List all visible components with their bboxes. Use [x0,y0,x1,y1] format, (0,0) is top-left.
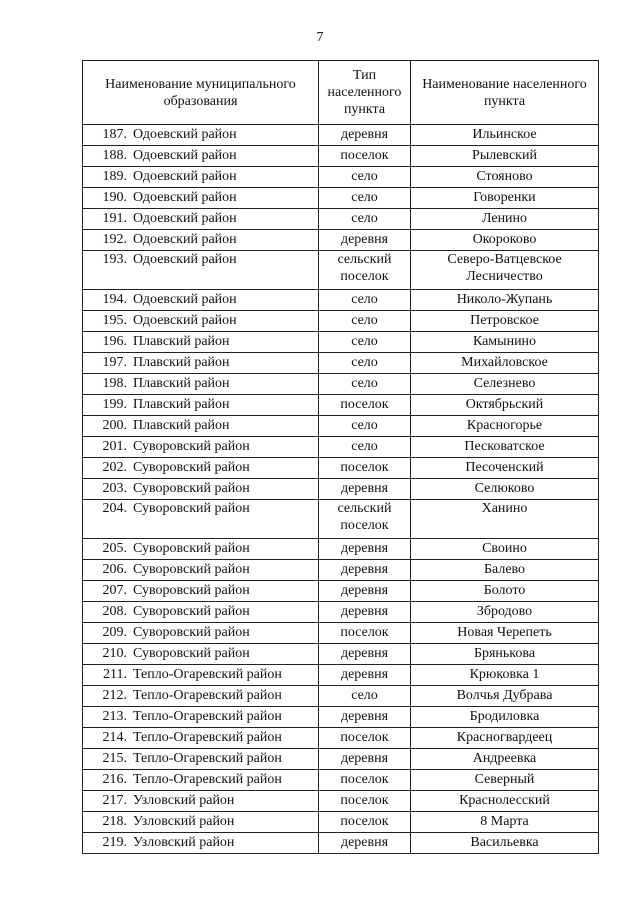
table-row [83,479,599,500]
cell-municipality [83,602,319,623]
cell-municipality [83,728,319,749]
municipality-name: Одоевский район [133,292,237,307]
cell-municipality [83,749,319,770]
municipality-name: Суворовский район [133,460,250,475]
cell-municipality [83,251,319,290]
cell-settlement-type: поселок [319,812,411,833]
municipality-name: Плавский район [133,418,230,433]
cell-settlement-name: Крюковка 1 [411,665,599,686]
row-number: 193. [102,252,127,267]
table-row [83,812,599,833]
municipality-name: Плавский район [133,397,230,412]
cell-settlement-name: Бродиловка [411,707,599,728]
row-number: 187. [102,127,127,142]
table-row [83,644,599,665]
row-number: 213. [102,709,127,724]
cell-settlement-type: деревня [319,707,411,728]
cell-settlement-type: деревня [319,581,411,602]
cell-settlement-type: деревня [319,125,411,146]
cell-municipality [83,623,319,644]
cell-settlement-name: Рылевский [411,146,599,167]
table-row [83,311,599,332]
cell-settlement-name: Песковатское [411,437,599,458]
table-row [83,581,599,602]
municipality-name: Суворовский район [133,604,250,619]
cell-municipality [83,374,319,395]
cell-settlement-name: Северо-Ватцевское Лесничество [411,251,599,290]
table-header [83,61,599,125]
cell-settlement-name: Михайловское [411,353,599,374]
table-row [83,416,599,437]
cell-settlement-name: 8 Марта [411,812,599,833]
table-row [83,395,599,416]
row-number: 214. [102,730,127,745]
cell-settlement-name: Васильевка [411,833,599,854]
row-number: 218. [102,814,127,829]
row-number: 200. [102,418,127,433]
municipality-name: Тепло-Огаревский район [133,688,282,703]
row-number: 191. [102,211,127,226]
row-number: 208. [102,604,127,619]
table-row [83,437,599,458]
municipality-name: Суворовский район [133,562,250,577]
cell-settlement-type: поселок [319,623,411,644]
cell-municipality [83,770,319,791]
cell-settlement-name: Волчья Дубрава [411,686,599,707]
cell-settlement-name: Николо-Жупань [411,290,599,311]
cell-settlement-type: село [319,437,411,458]
cell-settlement-type: деревня [319,644,411,665]
cell-settlement-type: село [319,290,411,311]
cell-settlement-type: деревня [319,539,411,560]
cell-settlement-type: поселок [319,395,411,416]
cell-settlement-name: Окороково [411,230,599,251]
row-number: 204. [102,501,127,516]
municipality-name: Одоевский район [133,148,237,163]
cell-settlement-type: село [319,374,411,395]
table-row [83,458,599,479]
cell-municipality [83,230,319,251]
cell-municipality [83,500,319,539]
cell-municipality [83,290,319,311]
header-municipality: Наименование муниципального образования [83,61,319,125]
municipality-name: Суворовский район [133,439,250,454]
table-row [83,209,599,230]
cell-municipality [83,437,319,458]
row-number: 212. [102,688,127,703]
cell-settlement-name: Новая Черепеть [411,623,599,644]
row-number: 201. [102,439,127,454]
table-row [83,125,599,146]
cell-municipality [83,416,319,437]
municipality-name: Плавский район [133,334,230,349]
header-settlement-type: Тип населенного пункта [319,61,411,125]
table-row [83,230,599,251]
cell-municipality [83,395,319,416]
row-number: 194. [102,292,127,307]
municipality-name: Суворовский район [133,646,250,661]
cell-settlement-name: Селезнево [411,374,599,395]
table-row [83,665,599,686]
row-number: 197. [102,355,127,370]
cell-settlement-name: Краснолесский [411,791,599,812]
row-number: 206. [102,562,127,577]
cell-settlement-type: поселок [319,146,411,167]
table-row [83,728,599,749]
cell-settlement-type: поселок [319,791,411,812]
cell-settlement-type: деревня [319,479,411,500]
cell-municipality [83,458,319,479]
cell-settlement-type: село [319,167,411,188]
row-number: 219. [102,835,127,850]
cell-municipality [83,353,319,374]
row-number: 199. [102,397,127,412]
settlements-table [82,60,599,854]
table-row [83,833,599,854]
cell-municipality [83,332,319,353]
table-row [83,374,599,395]
cell-settlement-name: Северный [411,770,599,791]
row-number: 217. [102,793,127,808]
municipality-name: Узловский район [133,835,235,850]
cell-settlement-name: Брянькова [411,644,599,665]
cell-municipality [83,167,319,188]
cell-settlement-name: Камынино [411,332,599,353]
row-number: 210. [102,646,127,661]
cell-settlement-type: деревня [319,833,411,854]
municipality-name: Суворовский район [133,625,250,640]
cell-settlement-name: Андреевка [411,749,599,770]
cell-settlement-name: Селюково [411,479,599,500]
table-row [83,290,599,311]
cell-settlement-name: Болото [411,581,599,602]
cell-municipality [83,146,319,167]
cell-settlement-name: Ханино [411,500,599,539]
cell-settlement-name: Своино [411,539,599,560]
municipality-name: Суворовский район [133,583,250,598]
table-row [83,791,599,812]
row-number: 205. [102,541,127,556]
table-row [83,188,599,209]
cell-settlement-type: село [319,353,411,374]
row-number: 216. [102,772,127,787]
row-number: 215. [102,751,127,766]
cell-settlement-name: Красногорье [411,416,599,437]
row-number: 203. [102,481,127,496]
table-row [83,623,599,644]
table-row [83,686,599,707]
cell-settlement-name: Красногвардеец [411,728,599,749]
row-number: 195. [102,313,127,328]
row-number: 192. [102,232,127,247]
municipality-name: Тепло-Огаревский район [133,730,282,745]
cell-municipality [83,644,319,665]
municipality-name: Суворовский район [133,481,250,496]
cell-municipality [83,479,319,500]
municipality-name: Одоевский район [133,252,237,267]
cell-municipality [83,686,319,707]
cell-settlement-type: поселок [319,728,411,749]
row-number: 202. [102,460,127,475]
table-row [83,146,599,167]
cell-settlement-type: деревня [319,749,411,770]
cell-municipality [83,560,319,581]
row-number: 196. [102,334,127,349]
table-row [83,332,599,353]
row-number: 211. [103,667,127,682]
cell-municipality [83,581,319,602]
municipality-name: Суворовский район [133,501,250,516]
table-row [83,167,599,188]
row-number: 188. [102,148,127,163]
municipality-name: Тепло-Огаревский район [133,667,282,682]
row-number: 189. [102,169,127,184]
municipality-name: Одоевский район [133,169,237,184]
municipality-name: Плавский район [133,355,230,370]
cell-settlement-type: село [319,332,411,353]
municipality-name: Плавский район [133,376,230,391]
header-row [83,61,599,125]
municipality-name: Одоевский район [133,313,237,328]
cell-settlement-name: Октябрьский [411,395,599,416]
municipality-name: Одоевский район [133,127,237,142]
cell-settlement-type: село [319,686,411,707]
cell-settlement-name: Збродово [411,602,599,623]
municipality-name: Тепло-Огаревский район [133,751,282,766]
cell-municipality [83,188,319,209]
cell-settlement-type: поселок [319,770,411,791]
cell-settlement-type: деревня [319,602,411,623]
table-row [83,500,599,539]
cell-municipality [83,539,319,560]
cell-settlement-name: Песоченский [411,458,599,479]
cell-settlement-type: село [319,416,411,437]
table-row [83,602,599,623]
table-row [83,353,599,374]
municipality-name: Тепло-Огаревский район [133,772,282,787]
municipality-name: Суворовский район [133,541,250,556]
cell-settlement-name: Ильинское [411,125,599,146]
page-number: 7 [316,30,324,45]
municipality-name: Одоевский район [133,190,237,205]
cell-settlement-type: деревня [319,230,411,251]
cell-municipality [83,812,319,833]
cell-settlement-type: село [319,209,411,230]
cell-settlement-name: Петровское [411,311,599,332]
municipality-name: Одоевский район [133,211,237,226]
cell-settlement-type: село [319,188,411,209]
cell-settlement-type: сельский поселок [319,251,411,290]
cell-municipality [83,311,319,332]
municipality-name: Узловский район [133,814,235,829]
row-number: 209. [102,625,127,640]
municipality-name: Узловский район [133,793,235,808]
cell-settlement-name: Ленино [411,209,599,230]
table-row [83,560,599,581]
row-number: 207. [102,583,127,598]
table-row [83,539,599,560]
cell-settlement-name: Стояново [411,167,599,188]
cell-municipality [83,791,319,812]
cell-settlement-type: село [319,311,411,332]
table-body [83,125,599,854]
cell-municipality [83,707,319,728]
table-row [83,251,599,290]
table-row [83,770,599,791]
row-number: 198. [102,376,127,391]
cell-municipality [83,209,319,230]
municipality-name: Тепло-Огаревский район [133,709,282,724]
municipality-name: Одоевский район [133,232,237,247]
cell-settlement-type: сельский поселок [319,500,411,539]
table-row [83,749,599,770]
cell-municipality [83,665,319,686]
row-number: 190. [102,190,127,205]
cell-municipality [83,125,319,146]
cell-settlement-name: Говоренки [411,188,599,209]
cell-municipality [83,833,319,854]
cell-settlement-type: деревня [319,560,411,581]
table-row [83,707,599,728]
header-settlement-name: Наименование населенного пункта [411,61,599,125]
cell-settlement-type: поселок [319,458,411,479]
cell-settlement-name: Балево [411,560,599,581]
cell-settlement-type: деревня [319,665,411,686]
